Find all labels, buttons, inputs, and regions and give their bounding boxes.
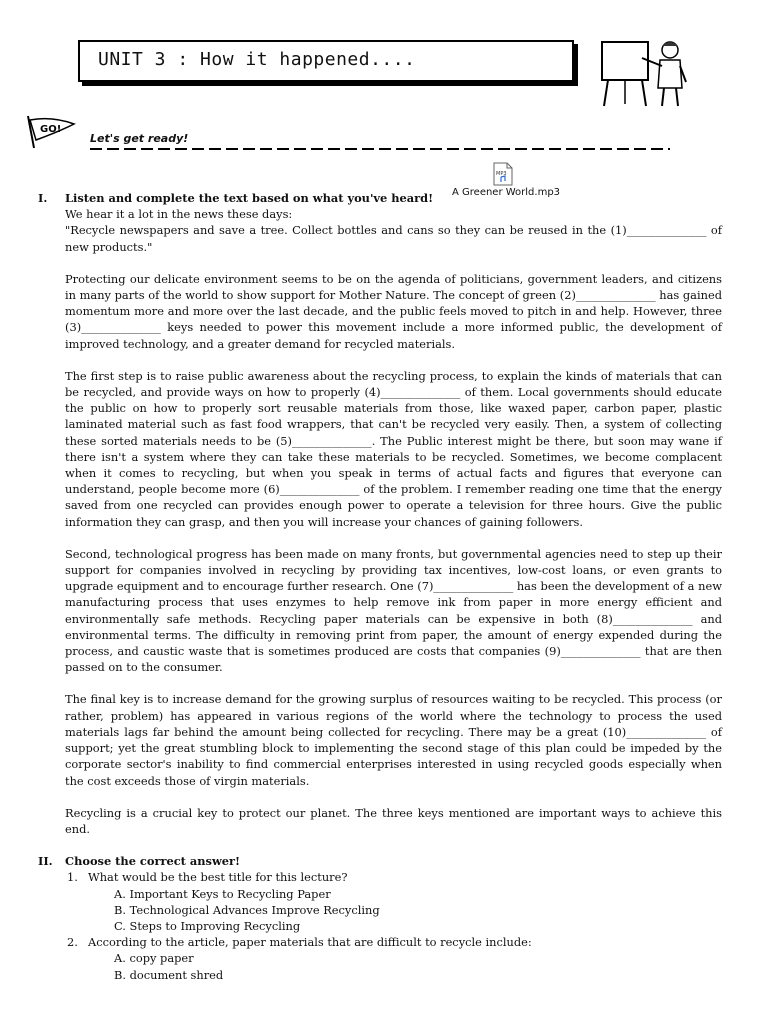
- teacher-at-board-illustration: [596, 36, 692, 108]
- section-1-instruction: Listen and complete the text based on what you've heard!: [65, 191, 434, 205]
- audio-file-icon[interactable]: [492, 162, 514, 186]
- section-2-instruction: Choose the correct answer!: [65, 854, 240, 869]
- question-1-option-b: B. Technological Advances Improve Recycling: [114, 902, 380, 917]
- paragraph-2: The first step is to raise public awareness about the recycling process, to explain the kinds of materials that can be recycled, and provide ways on how to properly (4)______________ of them. Local governments should educate the public on how to properly sort reusable materials from those, like waxed paper, carbon paper, plastic laminated material such as fast food wrappers, that can't be recycled very easily. Then, a system of collecting these sorted materials needs to be (5)______________. The Public interest might be there, but soon may wane if there isn't a system where they can take these materials to be recycled. Sometimes, we become complacent when it comes to recycling, but when you speak in terms of actual facts and figures that everyone can understand, people become more (6)______________ of the problem. I remember reading one time that the energy saved from one recycled can provides enough power to operate a television for three hours. Give the public information they can grasp, and then you will increase your chances of gaining followers.: [65, 368, 722, 529]
- question-2: [65, 934, 722, 983]
- go-flag-icon: [22, 114, 88, 150]
- question-1-text: What would be the best title for this lecture?: [88, 870, 348, 885]
- go-label: GO!: [40, 124, 62, 135]
- audio-icon-label: MP3: [496, 171, 507, 177]
- intro-line: We hear it a lot in the news these days:: [65, 207, 293, 222]
- worksheet-content: [38, 190, 722, 983]
- paragraph-3: Second, technological progress has been made on many fronts, but governmental agencies need to step up their support for companies involved in recycling by providing tax incentives, low-cost loans, or even grants to upgrade equipment and to encourage further research. One (7)______________ has been the development of a new manufacturing process that uses enzymes to help remove ink from paper in more energy efficient and environmentally safe methods. Recycling paper materials can be expensive in both (8)______________ and environmental terms. The difficulty in removing print from paper, the amount of energy expended during the process, and caustic waste that is sometimes produced are costs that companies (9)______________ that are then passed on to the consumer.: [65, 546, 722, 675]
- paragraph-5: Recycling is a crucial key to protect our planet. The three keys mentioned are important ways to achieve this end.: [65, 805, 722, 836]
- unit-title: UNIT 3 : How it happened....: [98, 49, 416, 70]
- quote-paragraph: "Recycle newspapers and save a tree. Collect bottles and cans so they can be reused in the (1)______________ of new products.": [65, 223, 722, 254]
- section-2-number: II.: [38, 854, 53, 869]
- section-2: [38, 853, 722, 869]
- section-1-number: I.: [38, 191, 48, 205]
- section-1: [38, 190, 722, 206]
- ready-label: Let's get ready!: [90, 132, 189, 145]
- question-1: [65, 869, 722, 934]
- audio-file-name[interactable]: A Greener World.mp3: [452, 187, 561, 198]
- question-1-number: 1.: [67, 870, 78, 885]
- paragraph-4: The final key is to increase demand for the growing surplus of resources waiting to be recycled. This process (or rather, problem) has appeared in various regions of the world where the technology to process the used materials lags far behind the amount being collected for recycling. There may be a great (10)______________ of support; yet the great stumbling block to implementing the second stage of this plan could be impeded by the corporate sector's inability to find commercial enterprises interested in using recycled goods especially when the cost exceeds those of virgin materials.: [65, 692, 722, 788]
- paragraph-1: Protecting our delicate environment seems to be on the agenda of politicians, government leaders, and citizens in many parts of the world to show support for Mother Nature. The concept of green (2)______________ has gained momentum more and more over the last decade, and the public feels moved to pitch in and help. However, three (3)______________ keys needed to power this movement include a more informed public, the development of improved technology, and a greater demand for recycled materials.: [65, 271, 722, 351]
- question-2-text: According to the article, paper materials that are difficult to recycle include:: [88, 935, 532, 950]
- dashed-divider: [90, 148, 670, 150]
- question-1-option-c: C. Steps to Improving Recycling: [114, 918, 301, 933]
- question-2-number: 2.: [67, 935, 78, 950]
- question-1-option-a: A. Important Keys to Recycling Paper: [114, 886, 331, 901]
- unit-title-box: [78, 40, 574, 82]
- question-2-option-b: B. document shred: [114, 967, 224, 982]
- question-2-option-a: A. copy paper: [114, 951, 194, 966]
